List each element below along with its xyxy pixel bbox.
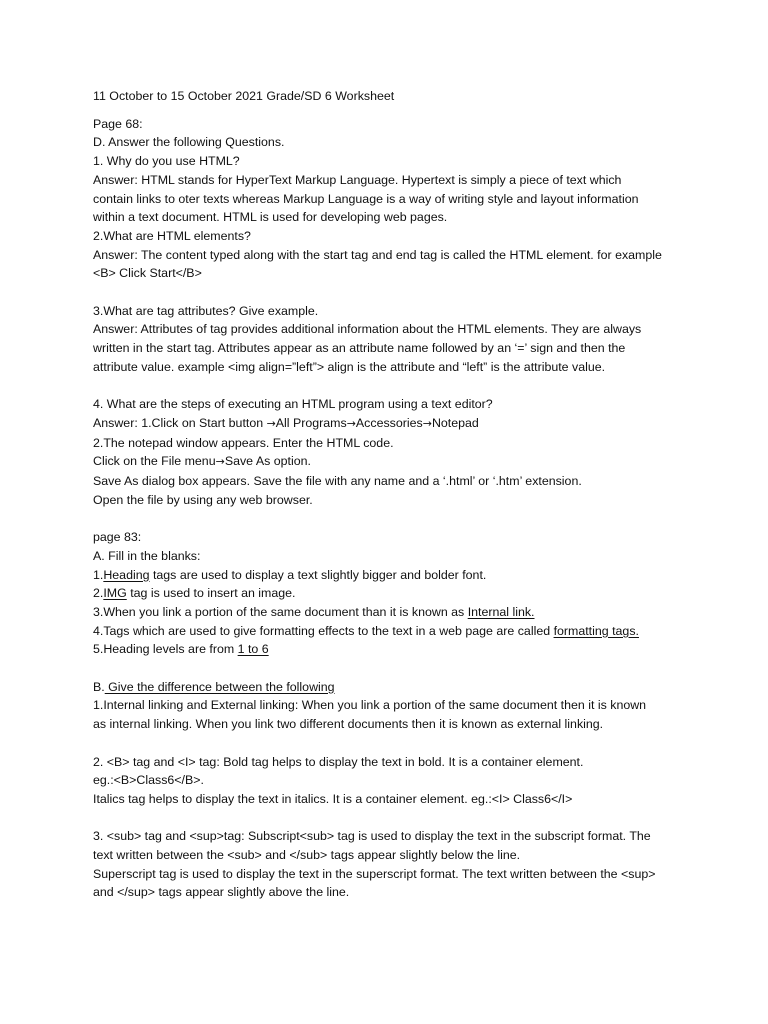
question-4: 4. What are the steps of executing an HTML program using a text editor? <box>93 397 493 412</box>
blank-1-number: 1. <box>93 567 104 582</box>
answer-2-line-1: Answer: The content typed along with the start tag and end tag is called the HTML element. for example <box>93 247 662 262</box>
answer-1-line-3: within a text document. HTML is used for developing web pages. <box>93 210 448 225</box>
page-68-label: Page 68: <box>93 116 143 131</box>
difference-2-line-1: 2. <B> tag and <I> tag: Bold tag helps to display the text in bold. It is a container element. <box>93 754 584 769</box>
difference-heading-text: Give the difference between the following <box>104 679 335 694</box>
difference-2-line-3: Italics tag helps to display the text in italics. It is a container element. eg.:<I> Class6</I> <box>93 791 573 806</box>
answer-4-notepad: Notepad <box>431 415 479 430</box>
fill-blanks-heading: A. Fill in the blanks: <box>93 548 201 563</box>
section-d-heading: D. Answer the following Questions. <box>93 135 285 150</box>
page-83-label: page 83: <box>93 530 142 545</box>
difference-3-line-3: Superscript tag is used to display the text in the superscript format. The text written between the <sup> <box>93 866 656 881</box>
answer-3-line-2: written in the start tag. Attributes appear as an attribute name followed by an ‘=’ sign and then the <box>93 341 626 356</box>
blank-4 <box>93 622 703 641</box>
question-1: 1. Why do you use HTML? <box>93 154 240 169</box>
answer-1-line-2: contain links to oter texts whereas Markup Language is a way of writing style and layout information <box>93 191 639 206</box>
answer-4-line-1 <box>93 414 703 434</box>
difference-2-line-2: eg.:<B>Class6</B>. <box>93 773 204 788</box>
arrow-right-icon: → <box>346 416 356 430</box>
difference-3-line-2: text written between the <sub> and </sub> tags appear slightly below the line. <box>93 848 521 863</box>
answer-2-line-2: <B> Click Start</B> <box>93 266 202 281</box>
difference-1-line-1: 1.Internal linking and External linking: When you link a portion of the same document then it is known <box>93 698 647 713</box>
answer-3-line-3: attribute value. example <img align=”left”> align is the attribute and “left” is the attribute value. <box>93 359 606 374</box>
blank-3-answer: Internal link. <box>467 604 535 619</box>
blank-1 <box>93 566 703 585</box>
arrow-right-icon: → <box>215 455 225 469</box>
answer-4-line-3 <box>93 452 703 472</box>
answer-4-line-5: Open the file by using any web browser. <box>93 492 313 507</box>
blank-2 <box>93 584 703 603</box>
blank-1-answer: Heading <box>103 567 150 582</box>
answer-4-line-2: 2.The notepad window appears. Enter the HTML code. <box>93 435 394 450</box>
worksheet-content <box>93 87 703 902</box>
blank-3-text: 3.When you link a portion of the same document than it is known as <box>93 604 468 619</box>
blank-4-text: 4.Tags which are used to give formatting effects to the text in a web page are called <box>93 623 554 638</box>
answer-4-step-1-text: Answer: 1.Click on Start button <box>93 415 267 430</box>
question-3: 3.What are tag attributes? Give example. <box>93 303 319 318</box>
blank-3 <box>93 603 703 622</box>
answer-4-accessories: Accessories <box>355 415 423 430</box>
difference-heading <box>93 678 703 697</box>
answer-4-file-menu: Click on the File menu <box>93 454 216 469</box>
blank-4-answer: formatting tags. <box>553 623 639 638</box>
difference-1-line-2: as internal linking. When you link two different documents then it is known as external linking. <box>93 717 604 732</box>
blank-2-answer: IMG <box>103 586 127 601</box>
difference-label: B. <box>93 679 105 694</box>
answer-4-line-4: Save As dialog box appears. Save the file with any name and a ‘.html’ or ‘.htm’ extension. <box>93 474 582 489</box>
blank-5-answer: 1 to 6 <box>237 642 269 657</box>
difference-3-line-4: and </sup> tags appear slightly above the line. <box>93 885 350 900</box>
blank-5-text: 5.Heading levels are from <box>93 642 238 657</box>
difference-3-line-1: 3. <sub> tag and <sup>tag: Subscript<sub> tag is used to display the text in the subscript format. The <box>93 829 651 844</box>
answer-3-line-1: Answer: Attributes of tag provides additional information about the HTML elements. They are always <box>93 322 642 337</box>
blank-2-number: 2. <box>93 586 104 601</box>
arrow-right-icon: → <box>422 416 432 430</box>
blank-1-text: tags are used to display a text slightly bigger and bolder font. <box>149 567 487 582</box>
blank-5 <box>93 640 703 659</box>
arrow-right-icon: → <box>266 416 276 430</box>
worksheet-title: 11 October to 15 October 2021 Grade/SD 6 Worksheet <box>93 89 395 103</box>
answer-4-save-as: Save As option. <box>224 454 311 469</box>
blank-2-text: tag is used to insert an image. <box>126 586 296 601</box>
answer-1-line-1: Answer: HTML stands for HyperText Markup Language. Hypertext is simply a piece of text which <box>93 172 622 187</box>
question-2: 2.What are HTML elements? <box>93 228 251 243</box>
answer-4-all-programs: All Programs <box>275 415 347 430</box>
